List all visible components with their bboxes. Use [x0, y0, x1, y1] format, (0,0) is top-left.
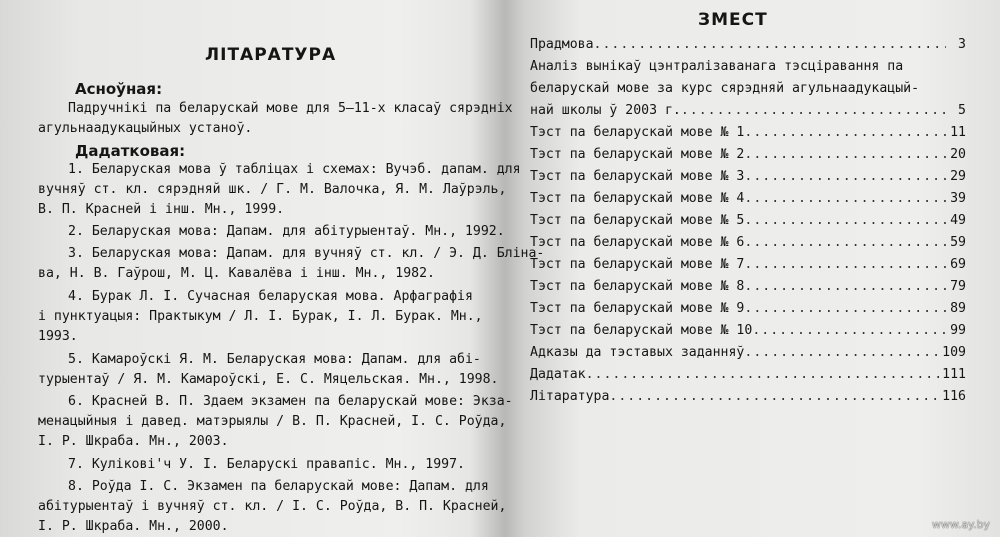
toc-entry [530, 300, 966, 318]
page-title: ЛІТАРАТУРА [205, 45, 337, 65]
toc-entry [530, 146, 966, 164]
toc-page-number: 109 [942, 345, 966, 360]
toc-entry-title: Тэст па беларускай мове № 2 [530, 147, 745, 162]
text-line: 8. Роўда І. С. Экзамен па беларускай мове: Дапам. для [68, 479, 489, 494]
leader-dots [744, 146, 946, 164]
leader-dots [744, 168, 946, 186]
toc-page-number: 116 [942, 389, 966, 404]
bibliography-entry [38, 160, 521, 220]
leader-dots [744, 278, 946, 296]
leader-dots [744, 300, 946, 318]
leader-dots [586, 366, 943, 384]
toc-entry [530, 190, 966, 208]
text-line: В. П. Красней і інш. Мн., 1999. [38, 202, 285, 217]
toc-page-number: 20 [950, 147, 966, 162]
toc-page-number: 3 [958, 37, 966, 52]
toc-page-number: 49 [950, 213, 966, 228]
text-line: абітурыентаў і вучняў ст. кл. / І. С. Роўда, В. П. Красней, [38, 499, 507, 514]
toc-entry [530, 212, 966, 230]
toc-entry-title: Тэст па беларускай мове № 3 [530, 169, 745, 184]
text-line: 7. Кулікові'ч У. І. Беларускі правапіс. Мн., 1997. [68, 457, 465, 472]
toc-page-number: 111 [942, 367, 966, 382]
extra-heading: Дадатковая: [75, 142, 186, 160]
leader-dots [609, 388, 942, 406]
text-line: ва, Н. В. Гаўрош, М. Ц. Кавалёва і інш. Мн., 1982. [38, 266, 435, 281]
toc-entry-title: Тэст па беларускай мове № 8 [530, 279, 745, 294]
toc-entry-title: Тэст па беларускай мове № 4 [530, 191, 745, 206]
leader-dots [744, 344, 942, 362]
toc-entry [530, 102, 966, 120]
toc-entry [530, 388, 966, 406]
toc-page-number: 29 [950, 169, 966, 184]
toc-entry-title: Дадатак [530, 367, 586, 382]
text-line: і пунктуацыя: Практыкум / Л. І. Бурак, І. Л. Бурак. Мн., [38, 309, 483, 324]
text-line: 1. Беларуская мова ў табліцах і схемах: Вучэб. дапам. для [68, 162, 521, 177]
leader-dots [594, 36, 946, 54]
toc-entry-title-line: беларускай мове за курс сярэдняй агульнаадукацый- [530, 81, 920, 96]
toc-page-number: 79 [950, 279, 966, 294]
main-text [38, 99, 513, 139]
toc-entry [530, 36, 966, 54]
toc-page-number: 5 [958, 103, 966, 118]
toc-entry-title: Тэст па беларускай мове № 6 [530, 235, 745, 250]
text-line: 1993. [38, 329, 78, 344]
toc-page-number: 59 [950, 235, 966, 250]
leader-dots [744, 212, 946, 230]
toc-entry-title: Тэст па беларускай мове № 1 [530, 125, 745, 140]
toc-entry [530, 124, 966, 142]
toc-page-number: 11 [950, 125, 966, 140]
leader-dots [744, 234, 946, 252]
leader-dots [681, 102, 946, 120]
toc-page-number: 39 [950, 191, 966, 206]
text-line: менацыйныя і давед. матэрыялы / В. П. Красней, І. С. Роўда, [38, 414, 507, 429]
right-page [530, 0, 1000, 537]
toc-entry-title-line: Аналіз вынікаў цэнтралізаванага тэсціравання па [530, 59, 904, 74]
text-line: 6. Красней В. П. Здаем экзамен па беларускай мове: Экза- [68, 394, 513, 409]
leader-dots [744, 190, 946, 208]
bibliography-entry [38, 244, 545, 284]
toc-entry [530, 322, 966, 340]
toc-entry-title: Прадмова [530, 37, 594, 52]
text-line: 5. Камароўскі Я. М. Беларуская мова: Дапам. для абі- [68, 352, 481, 367]
toc-entry-title: най школы ў 2003 г. [530, 103, 681, 118]
toc-entry-title: Тэст па беларускай мове № 7 [530, 257, 745, 272]
toc-page-number: 69 [950, 257, 966, 272]
toc-entry-title: Тэст па беларускай мове № 9 [530, 301, 745, 316]
toc-title: ЗМЕСТ [698, 10, 768, 30]
text-line: 3. Беларуская мова: Дапам. для вучняў ст. кл. / Э. Д. Бліна- [68, 246, 545, 261]
text-line: агульнаадукацыйных устаноў. [38, 121, 253, 136]
leader-dots [744, 124, 946, 142]
text-line: І. Р. Шкраба. Мн., 2000. [38, 519, 229, 534]
bibliography-entry [38, 350, 503, 390]
main-heading: Асноўная: [75, 80, 163, 98]
toc-entry [530, 168, 966, 186]
toc-entry [530, 278, 966, 296]
bibliography-entry [38, 477, 507, 537]
bibliography-entry [38, 287, 503, 347]
toc-entry [530, 366, 966, 384]
text-line: І. Р. Шкраба. Мн., 2003. [38, 434, 229, 449]
toc-entry-title: Адказы да тэставых заданняў [530, 345, 745, 360]
leader-dots [744, 256, 946, 274]
bibliography-entry [38, 392, 513, 452]
toc-entry-title: Тэст па беларускай мове № 5 [530, 213, 745, 228]
text-line: 2. Беларуская мова: Дапам. для абітурыентаў. Мн., 1992. [68, 224, 505, 239]
toc-entry [530, 234, 966, 252]
toc-entry-title: Літаратура [530, 389, 610, 404]
toc-page-number: 89 [950, 301, 966, 316]
toc-entry-title: Тэст па беларускай мове № 10 [530, 323, 753, 338]
text-line: 4. Бурак Л. І. Сучасная беларуская мова. Арфаграфія [68, 289, 473, 304]
text-line: вучняў ст. кл. сярэдняй шк. / Г. М. Валочка, Я. М. Лаўрэль, [38, 182, 507, 197]
toc-entry [530, 256, 966, 274]
leader-dots [752, 322, 946, 340]
bibliography-entry [38, 455, 503, 475]
watermark: www.ay.by [931, 518, 990, 531]
bibliography-entry [38, 222, 503, 242]
toc-entry [530, 344, 966, 362]
text-line: турыентаў / Я. М. Камароўскі, Е. С. Мяцельская. Мн., 1998. [38, 372, 499, 387]
toc-page-number: 99 [950, 323, 966, 338]
text-line: Падручнікі па беларускай мове для 5—11-х класаў сярэдніх [68, 101, 513, 116]
